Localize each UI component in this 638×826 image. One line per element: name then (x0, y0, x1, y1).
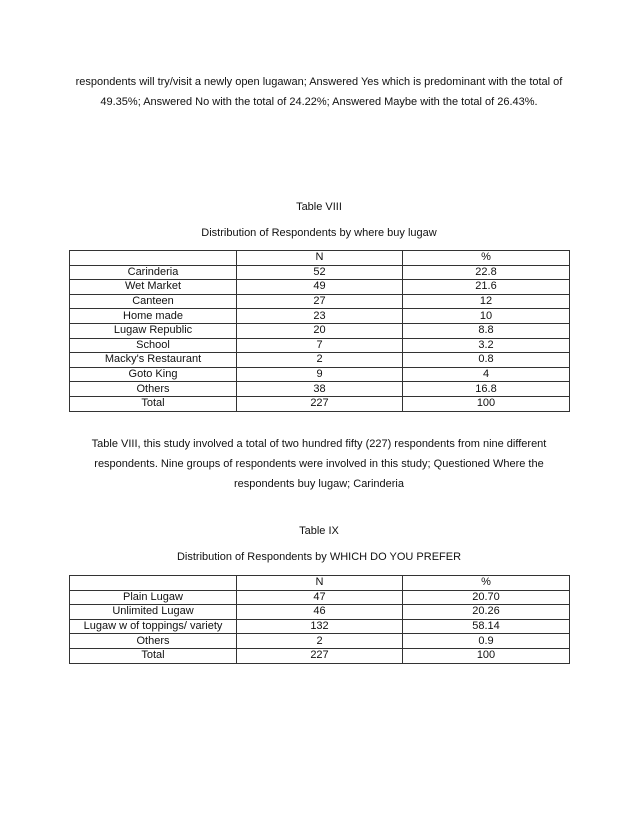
table-cell: 2 (237, 353, 403, 368)
table-cell: Lugaw w of toppings/ variety (70, 619, 237, 634)
table-cell: 23 (237, 309, 403, 324)
table-row (70, 338, 570, 353)
table8-paragraph-line: respondents buy lugaw; Carinderia (234, 478, 404, 490)
table-cell: 58.14 (403, 619, 570, 634)
table-cell: 12 (403, 294, 570, 309)
table-cell: Home made (70, 309, 237, 324)
table-cell: 20.26 (403, 605, 570, 620)
table-row (70, 323, 570, 338)
table-cell: 49 (237, 280, 403, 295)
table-header-cell (70, 251, 237, 266)
table-cell: 227 (237, 648, 403, 663)
table-cell: 22.8 (403, 265, 570, 280)
table-cell: Plain Lugaw (70, 590, 237, 605)
table-row (70, 382, 570, 397)
table-header-cell: N (237, 576, 403, 591)
table-cell: 132 (237, 619, 403, 634)
table-cell: 0.8 (403, 353, 570, 368)
table-header-cell: N (237, 251, 403, 266)
table-row (70, 294, 570, 309)
table-cell: Total (70, 396, 237, 411)
table-row (70, 280, 570, 295)
table-cell: 2 (237, 634, 403, 649)
table9-caption: Distribution of Respondents by WHICH DO YOU PREFER (176, 551, 462, 563)
table8-caption: Distribution of Respondents by where buy lugaw (201, 227, 437, 239)
table8 (69, 250, 570, 412)
table-row (70, 634, 570, 649)
table-row (70, 619, 570, 634)
table-cell: School (70, 338, 237, 353)
table8-paragraph (70, 434, 568, 494)
table-cell: 21.6 (403, 280, 570, 295)
table8-body (70, 251, 570, 412)
table-cell: Others (70, 634, 237, 649)
table-cell: 52 (237, 265, 403, 280)
table-header-row (70, 251, 570, 266)
table-cell: Carinderia (70, 265, 237, 280)
table-cell: 8.8 (403, 323, 570, 338)
intro-paragraph-line: respondents will try/visit a newly open lugawan; Answered Yes which is predominant with the total of (75, 76, 563, 88)
table-cell: Canteen (70, 294, 237, 309)
table-cell: 46 (237, 605, 403, 620)
intro-paragraph (70, 72, 568, 112)
table9-label: Table IX (299, 525, 339, 537)
table-row (70, 265, 570, 280)
table-cell: 100 (403, 396, 570, 411)
table-cell: 16.8 (403, 382, 570, 397)
table-cell: 38 (237, 382, 403, 397)
table8-paragraph-line: Table VIII, this study involved a total of two hundred fifty (227) respondents from nine different (91, 438, 547, 450)
table-cell: Total (70, 648, 237, 663)
table-cell: 20.70 (403, 590, 570, 605)
table-row (70, 353, 570, 368)
table-cell: 20 (237, 323, 403, 338)
table-cell: 10 (403, 309, 570, 324)
table-header-cell: % (403, 251, 570, 266)
table-cell: 27 (237, 294, 403, 309)
table-cell: 9 (237, 367, 403, 382)
table-row (70, 590, 570, 605)
table-row (70, 605, 570, 620)
table-cell: Unlimited Lugaw (70, 605, 237, 620)
table-cell: 47 (237, 590, 403, 605)
table-header-row (70, 576, 570, 591)
table-row (70, 648, 570, 663)
intro-paragraph-line: 49.35%; Answered No with the total of 24.22%; Answered Maybe with the total of 26.43%. (100, 96, 538, 108)
table-header-cell (70, 576, 237, 591)
table-cell: Lugaw Republic (70, 323, 237, 338)
table-cell: Wet Market (70, 280, 237, 295)
table-cell: 0.9 (403, 634, 570, 649)
table8-paragraph-line: respondents. Nine groups of respondents were involved in this study; Questioned Where the (94, 458, 544, 470)
table-row (70, 309, 570, 324)
table-cell: 3.2 (403, 338, 570, 353)
table-cell: Macky's Restaurant (70, 353, 237, 368)
table-row (70, 396, 570, 411)
table9-body (70, 576, 570, 664)
table-cell: Goto King (70, 367, 237, 382)
table-cell: 7 (237, 338, 403, 353)
table-row (70, 367, 570, 382)
table-cell: 227 (237, 396, 403, 411)
table9 (69, 575, 570, 664)
table-cell: 4 (403, 367, 570, 382)
table-cell: 100 (403, 648, 570, 663)
table8-label: Table VIII (296, 201, 342, 213)
table-cell: Others (70, 382, 237, 397)
table-header-cell: % (403, 576, 570, 591)
